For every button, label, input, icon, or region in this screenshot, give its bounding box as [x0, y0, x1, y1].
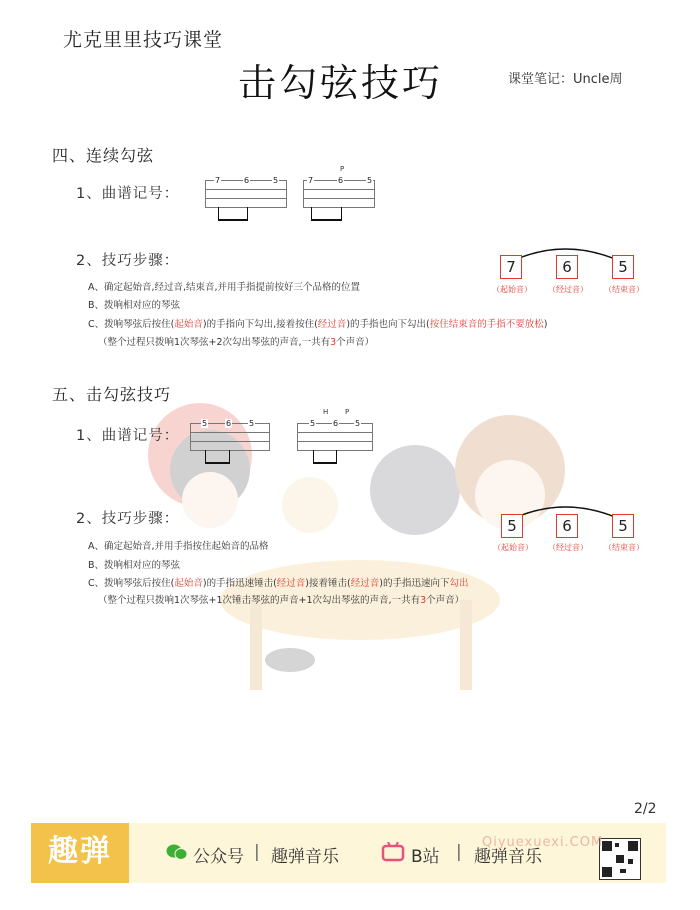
divider: |: [254, 842, 260, 862]
section-4-line-a: A、确定起始音,经过音,结束音,并用手指提前按好三个品格的位置: [88, 282, 361, 293]
wechat-icon: [166, 843, 188, 861]
tab-technique-mark: P: [340, 165, 345, 173]
section-5-step2: 2、技巧步骤：: [76, 511, 180, 527]
tab-fret-number: 5: [273, 176, 279, 185]
page-number: 2/2: [634, 801, 657, 817]
note-label-passing: （经过音）: [548, 285, 588, 294]
bilibili-label: B站: [411, 847, 440, 867]
section-4-step2: 2、技巧步骤：: [76, 253, 180, 269]
note-box-start: 5: [501, 514, 523, 538]
note-box-passing: 6: [556, 514, 578, 538]
tab-fret-number: 7: [215, 176, 221, 185]
section-4-summary: （整个过程只拨响1次琴弦+2次勾出琴弦的声音,一共有3个声音）: [98, 337, 375, 348]
tab-notation-plain: [205, 176, 287, 225]
note-box-end: 5: [612, 514, 634, 538]
note-label-end: （结束音）: [604, 285, 644, 294]
note-box-end: 5: [612, 255, 634, 279]
wechat-label: 公众号: [193, 847, 244, 867]
tab-notation-plain: [190, 419, 270, 468]
section-5-line-a: A、确定起始音,并用手指按住起始音的品格: [88, 541, 269, 552]
section-5-summary: （整个过程只拨响1次琴弦+1次锤击琴弦的声音+1次勾出琴弦的声音,一共有3个声音）: [98, 595, 465, 606]
section-4-line-c: C、拨响琴弦后按住(起始音)的手指向下勾出,接着按住(经过音)的手指也向下勾出(按住结束音的手指不要放松): [88, 319, 548, 330]
section-5-title: 五、击勾弦技巧: [52, 385, 172, 404]
tab-fret-number: 6: [333, 419, 339, 428]
tab-fret-number: 5: [367, 176, 373, 185]
note-label-end: （结束音）: [604, 543, 644, 552]
tab-notation-pulloff: [303, 165, 375, 225]
section-4-step1: 1、曲谱记号：: [76, 186, 180, 202]
tab-fret-number: 5: [355, 419, 361, 428]
divider: |: [456, 842, 462, 862]
note-box-start: 7: [500, 255, 522, 279]
tab-fret-number: 5: [310, 419, 316, 428]
section-5-line-c: C、拨响琴弦后按住(起始音)的手指迅速锤击(经过音)接着锤击(经过音)的手指迅速向下勾出: [88, 578, 469, 589]
wechat-account-name: 趣弹音乐: [271, 847, 339, 867]
tab-fret-number: 5: [202, 419, 208, 428]
tab-fret-number: 6: [338, 176, 344, 185]
tab-notation-hammer-pull: [297, 408, 373, 468]
note-label-passing: （经过音）: [548, 543, 588, 552]
tab-fret-number: 6: [244, 176, 250, 185]
page-title: 击勾弦技巧: [238, 61, 444, 105]
footer-logo: 趣弹: [31, 823, 129, 883]
class-name: 尤克里里技巧课堂: [63, 29, 224, 51]
note-author: 课堂笔记：Uncle周: [508, 72, 623, 87]
site-watermark: Qiyuexuexi.COM: [482, 835, 604, 850]
section-5-step1: 1、曲谱记号：: [76, 428, 180, 444]
tab-technique-mark: P: [345, 408, 350, 416]
note-label-start: （起始音）: [492, 285, 532, 294]
note-box-passing: 6: [556, 255, 578, 279]
section-5-line-b: B、拨响相对应的琴弦: [88, 560, 181, 571]
section-4-title: 四、连续勾弦: [52, 146, 155, 165]
tab-fret-number: 6: [226, 419, 232, 428]
bilibili-account-name: 趣弹音乐: [474, 847, 542, 867]
tab-technique-mark: H: [323, 408, 329, 416]
note-label-start: （起始音）: [493, 543, 533, 552]
section-4-line-b: B、拨响相对应的琴弦: [88, 300, 181, 311]
bilibili-icon: [381, 842, 405, 862]
tab-fret-number: 5: [249, 419, 255, 428]
footer-banner: [31, 823, 666, 883]
qr-code-icon: [599, 838, 641, 880]
tab-fret-number: 7: [308, 176, 314, 185]
